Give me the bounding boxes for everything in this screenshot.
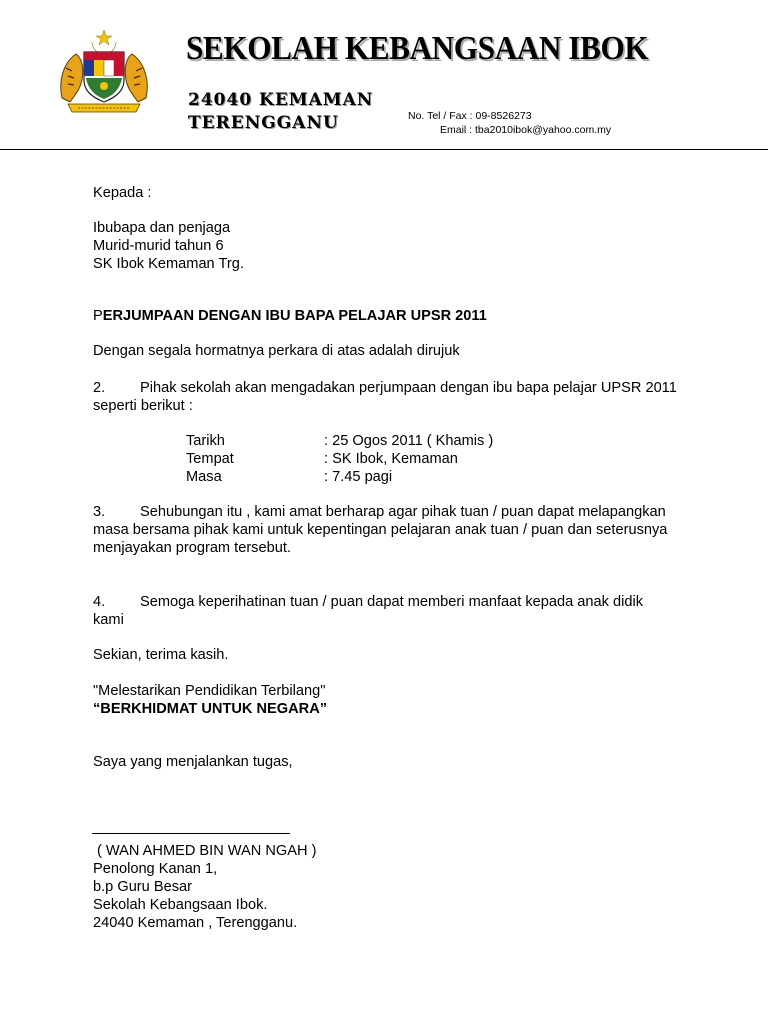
para-number: 3.	[93, 504, 106, 520]
para-number: 2.	[93, 380, 106, 396]
subject	[93, 307, 487, 325]
detail-value: : SK Ibok, Kemaman	[324, 451, 458, 467]
opening-line: Dengan segala hormatnya perkara di atas adalah dirujuk	[93, 343, 460, 359]
subject-first-letter: P	[93, 308, 103, 324]
recipient-line: SK Ibok Kemaman Trg.	[93, 256, 244, 272]
para-3-line: menjayakan program tersebut.	[93, 540, 291, 556]
address-line-2: TERENGGANU	[188, 113, 339, 133]
recipient-line: Murid-murid tahun 6	[93, 238, 224, 254]
detail-value: : 25 Ogos 2011 ( Khamis )	[324, 433, 494, 449]
recipient-line: Ibubapa dan penjaga	[93, 220, 231, 236]
motto-1: "Melestarikan Pendidikan Terbilang"	[93, 683, 326, 699]
signoff: Saya yang menjalankan tugas,	[93, 754, 293, 770]
tel-fax: No. Tel / Fax : 09-8526273	[408, 110, 532, 122]
address-line-1: 24040 KEMAMAN	[188, 90, 374, 110]
detail-label: Tarikh	[186, 433, 225, 449]
school-name: SEKOLAH KEBANGSAAN IBOK	[186, 30, 649, 67]
email: Email : tba2010ibok@yahoo.com.my	[440, 124, 612, 136]
detail-value: : 7.45 pagi	[324, 469, 393, 485]
signature-title-line: b.p Guru Besar	[93, 879, 192, 895]
signature-line	[92, 833, 290, 834]
para-3-line: masa bersama pihak kami untuk kepentingan pelajaran anak tuan / puan dan seterusnya	[93, 522, 668, 538]
closing-line: Sekian, terima kasih.	[93, 647, 229, 663]
para-2-line: seperti berikut :	[93, 398, 193, 414]
subject-text: ERJUMPAAN DENGAN IBU BAPA PELAJAR UPSR 2011	[102, 308, 487, 324]
para-2-line: Pihak sekolah akan mengadakan perjumpaan dengan ibu bapa pelajar UPSR 2011	[140, 380, 677, 396]
signature-title-line: Sekolah Kebangsaan Ibok.	[93, 897, 268, 913]
para-number: 4.	[93, 594, 106, 610]
signature-name: ( WAN AHMED BIN WAN NGAH )	[97, 843, 317, 859]
motto-2: “BERKHIDMAT UNTUK NEGARA”	[93, 701, 328, 717]
header-divider	[0, 149, 768, 150]
para-4-line: Semoga keperihatinan tuan / puan dapat memberi manfaat kepada anak didik	[140, 594, 644, 610]
malaysia-coat-of-arms-icon	[56, 28, 152, 114]
detail-label: Masa	[186, 469, 222, 485]
signature-title-line: Penolong Kanan 1,	[93, 861, 218, 877]
para-4-line: kami	[93, 612, 124, 628]
to-label: Kepada :	[93, 185, 152, 201]
detail-label: Tempat	[186, 451, 234, 467]
signature-title-line: 24040 Kemaman , Terengganu.	[93, 915, 298, 931]
para-3-line: Sehubungan itu , kami amat berharap agar pihak tuan / puan dapat melapangkan	[140, 504, 666, 520]
